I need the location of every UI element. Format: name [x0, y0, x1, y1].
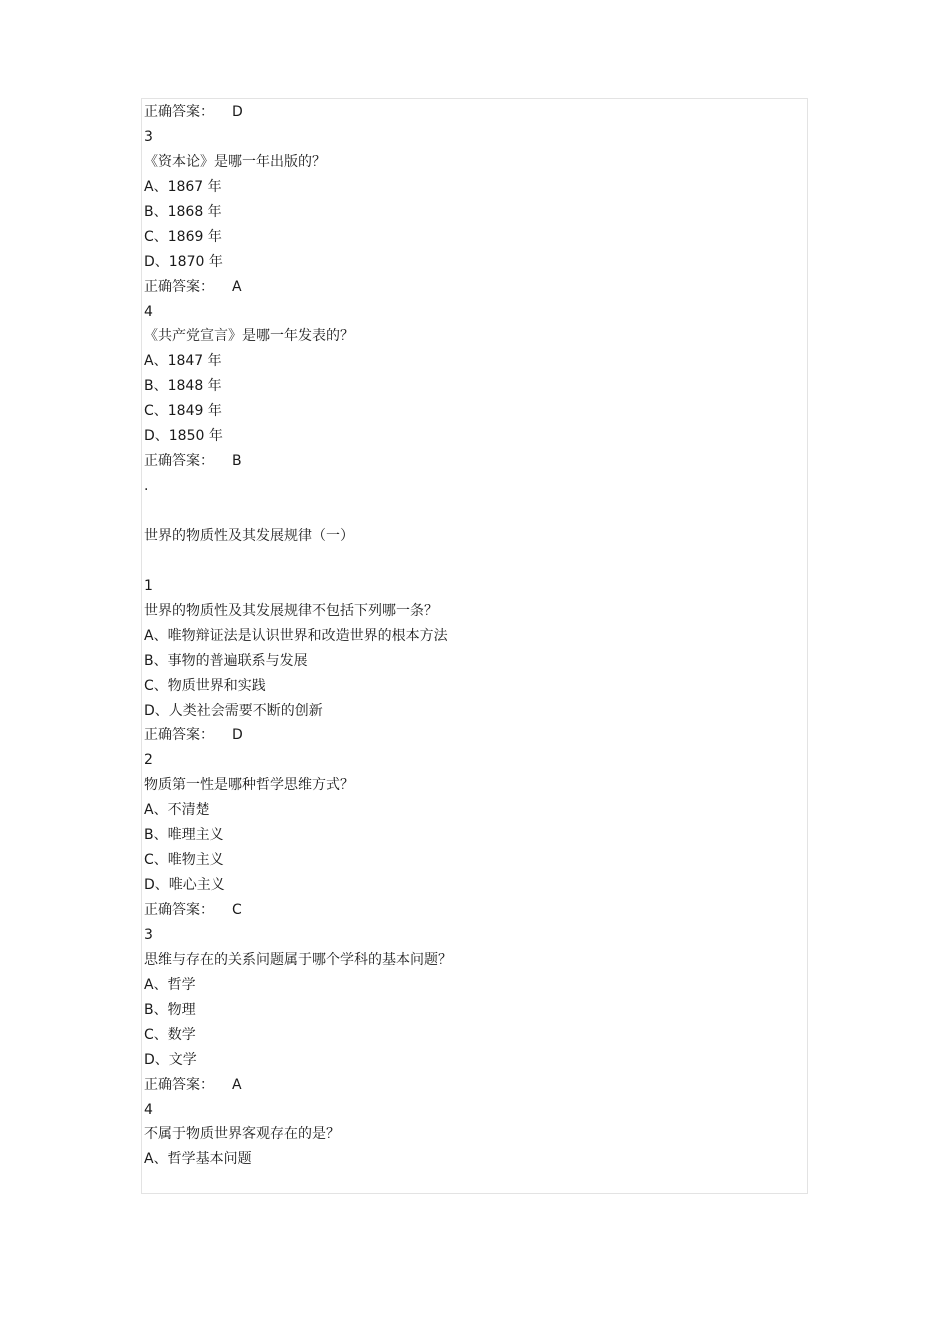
option-c: C、1869 年 — [144, 228, 222, 245]
answer-value: D — [232, 727, 243, 744]
option-b: B、1868 年 — [144, 203, 222, 220]
option-d: D、1870 年 — [144, 253, 223, 270]
question-text: 世界的物质性及其发展规律不包括下列哪一条？ — [144, 602, 438, 619]
option-d: D、唯心主义 — [144, 877, 225, 894]
option-c: C、1849 年 — [144, 403, 222, 420]
option-d: D、文学 — [144, 1051, 197, 1068]
answer-line — [144, 1073, 804, 1098]
answer-value: A — [232, 1076, 242, 1093]
option-c: C、物质世界和实践 — [144, 677, 266, 694]
document-content — [144, 100, 804, 1172]
option-b: B、唯理主义 — [144, 827, 224, 844]
answer-line — [144, 100, 804, 125]
question-number: 4 — [144, 303, 153, 320]
question-number: 3 — [144, 128, 153, 145]
question-text: 物质第一性是哪种哲学思维方式？ — [144, 777, 354, 794]
option-a: A、1867 年 — [144, 178, 222, 195]
answer-line — [144, 898, 804, 923]
question-number: 2 — [144, 752, 153, 769]
option-b: B、物理 — [144, 1001, 196, 1018]
section-title: 世界的物质性及其发展规律（一） — [144, 527, 354, 544]
question-text: 不属于物质世界客观存在的是？ — [144, 1126, 340, 1143]
option-c: C、数学 — [144, 1026, 196, 1043]
answer-label: 正确答案： — [144, 727, 214, 744]
answer-label: 正确答案： — [144, 453, 214, 470]
option-a: A、不清楚 — [144, 802, 210, 819]
question-text: 《共产党宣言》是哪一年发表的？ — [144, 328, 354, 345]
option-d: D、人类社会需要不断的创新 — [144, 702, 323, 719]
option-a: A、唯物辩证法是认识世界和改造世界的根本方法 — [144, 627, 448, 644]
answer-line — [144, 723, 804, 748]
option-a: A、哲学基本问题 — [144, 1151, 252, 1168]
answer-label: 正确答案： — [144, 278, 214, 295]
option-b: B、事物的普遍联系与发展 — [144, 652, 308, 669]
answer-label: 正确答案： — [144, 902, 214, 918]
end-mark: . — [144, 478, 149, 495]
option-a: A、1847 年 — [144, 353, 222, 370]
answer-value: B — [232, 453, 242, 470]
answer-value: C — [232, 902, 242, 918]
blank-line — [144, 499, 804, 524]
answer-label: 正确答案： — [144, 104, 214, 120]
question-text: 思维与存在的关系问题属于哪个学科的基本问题？ — [144, 951, 452, 968]
answer-label: 正确答案： — [144, 1076, 214, 1093]
question-number: 3 — [144, 926, 153, 943]
answer-line — [144, 449, 804, 474]
option-b: B、1848 年 — [144, 378, 222, 395]
question-number: 1 — [144, 577, 153, 594]
option-c: C、唯物主义 — [144, 852, 224, 869]
answer-value: D — [232, 104, 243, 120]
blank-line — [144, 549, 804, 574]
question-text: 《资本论》是哪一年出版的？ — [144, 153, 326, 170]
question-number: 4 — [144, 1101, 153, 1118]
option-a: A、哲学 — [144, 976, 196, 993]
option-d: D、1850 年 — [144, 428, 223, 445]
answer-value: A — [232, 278, 242, 295]
answer-line — [144, 275, 804, 300]
